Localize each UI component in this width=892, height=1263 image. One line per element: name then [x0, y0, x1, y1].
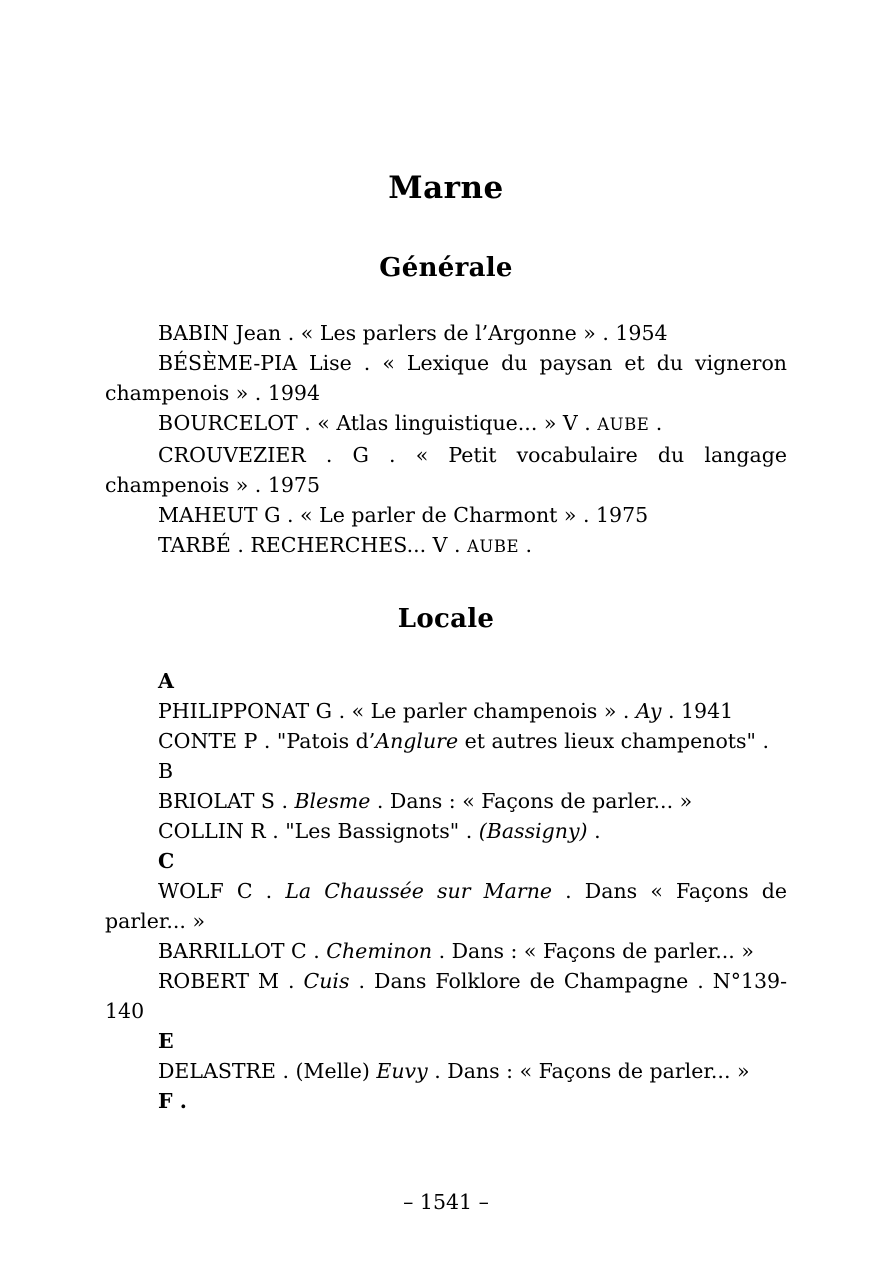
entry-text-run: Ay — [635, 699, 662, 723]
page-number: – 1541 – — [403, 1190, 489, 1214]
entry-text-run: . Dans : « Façons de parler... » — [427, 1059, 750, 1083]
entry-text-run: CROUVEZIER . G . « Petit vocabulaire du langage champenois » . 1975 — [105, 443, 787, 497]
letter-heading: A — [158, 669, 174, 693]
entry-text-run: AUBE — [597, 415, 650, 434]
section-heading-locale: Locale — [397, 604, 495, 634]
entry-text-run: . — [649, 411, 663, 435]
entry-text-run: TARBÉ . RECHERCHES... V . — [158, 533, 467, 557]
entry-text-run: . — [587, 819, 601, 843]
bibliography-entry — [105, 936, 787, 966]
bibliography-entry — [105, 440, 787, 500]
entry-text-run: DELASTRE . (Melle) — [158, 1059, 377, 1083]
page-title: Marne — [388, 170, 504, 206]
bibliography-entry — [105, 408, 787, 440]
bibliography-entry — [105, 530, 787, 562]
entry-text-run: BOURCELOT . « Atlas linguistique... » V . — [158, 411, 598, 435]
bibliography — [105, 253, 787, 1116]
entry-text-run: BRIOLAT S . — [158, 789, 295, 813]
entry-text-run: AUBE — [467, 537, 519, 556]
entry-text-run: . Dans Folklore de Champagne . N°139-140 — [105, 969, 787, 1023]
bibliography-entry — [105, 500, 787, 530]
entry-text-run: . Dans : « Façons de parler... » — [370, 789, 693, 813]
entry-text-run: Cheminon — [326, 939, 433, 963]
bibliography-entry — [105, 726, 787, 756]
bibliography-entry — [105, 966, 787, 1026]
entry-text-run: COLLIN R . "Les Bassignots" . — [158, 819, 479, 843]
entry-text-run: MAHEUT G . « Le parler de Charmont » . 1975 — [158, 503, 649, 527]
bibliography-entry — [105, 318, 787, 348]
entry-text-run: WOLF C . — [158, 879, 286, 903]
entry-text-run: BÉSÈME-PIA Lise . « Lexique du paysan et du vigneron champenois » . 1994 — [105, 351, 787, 405]
entry-text-run: BABIN Jean . « Les parlers de l’Argonne » . 1954 — [158, 321, 668, 345]
bibliography-entry — [105, 786, 787, 816]
entry-text-run: . 1941 — [661, 699, 734, 723]
bibliography-entry — [105, 816, 787, 846]
bibliography-entry — [105, 1056, 787, 1086]
entry-text-run: Blesme — [294, 789, 371, 813]
entry-text-run: (Bassigny) — [478, 819, 588, 843]
entry-text-run: . Dans : « Façons de parler... » — [432, 939, 754, 963]
entry-text-run: Anglure — [375, 729, 459, 753]
letter-heading: F . — [158, 1089, 187, 1113]
bibliography-entry — [105, 348, 787, 408]
letter-heading: E — [158, 1029, 174, 1053]
letter-heading: B — [158, 759, 174, 783]
entry-text-run: PHILIPPONAT G . « Le parler champenois » . — [158, 699, 636, 723]
entry-text-run: . — [519, 533, 533, 557]
entry-text-run: La Chaussée sur Marne — [285, 879, 553, 903]
entry-text-run: Euvy — [376, 1059, 428, 1083]
entry-text-run: ROBERT M . — [158, 969, 304, 993]
bibliography-entry — [105, 876, 787, 936]
section-heading-generale: Générale — [379, 253, 513, 283]
entry-text-run: et autres lieux champenots" . — [458, 729, 770, 753]
entry-text-run: . Dans « Façons de parler... » — [105, 879, 787, 933]
entry-text-run: Cuis — [303, 969, 350, 993]
entry-text-run: CONTE P . "Patois d’ — [158, 729, 376, 753]
letter-heading: C — [158, 849, 175, 873]
entry-text-run: BARRILLOT C . — [158, 939, 327, 963]
bibliography-entry — [105, 696, 787, 726]
